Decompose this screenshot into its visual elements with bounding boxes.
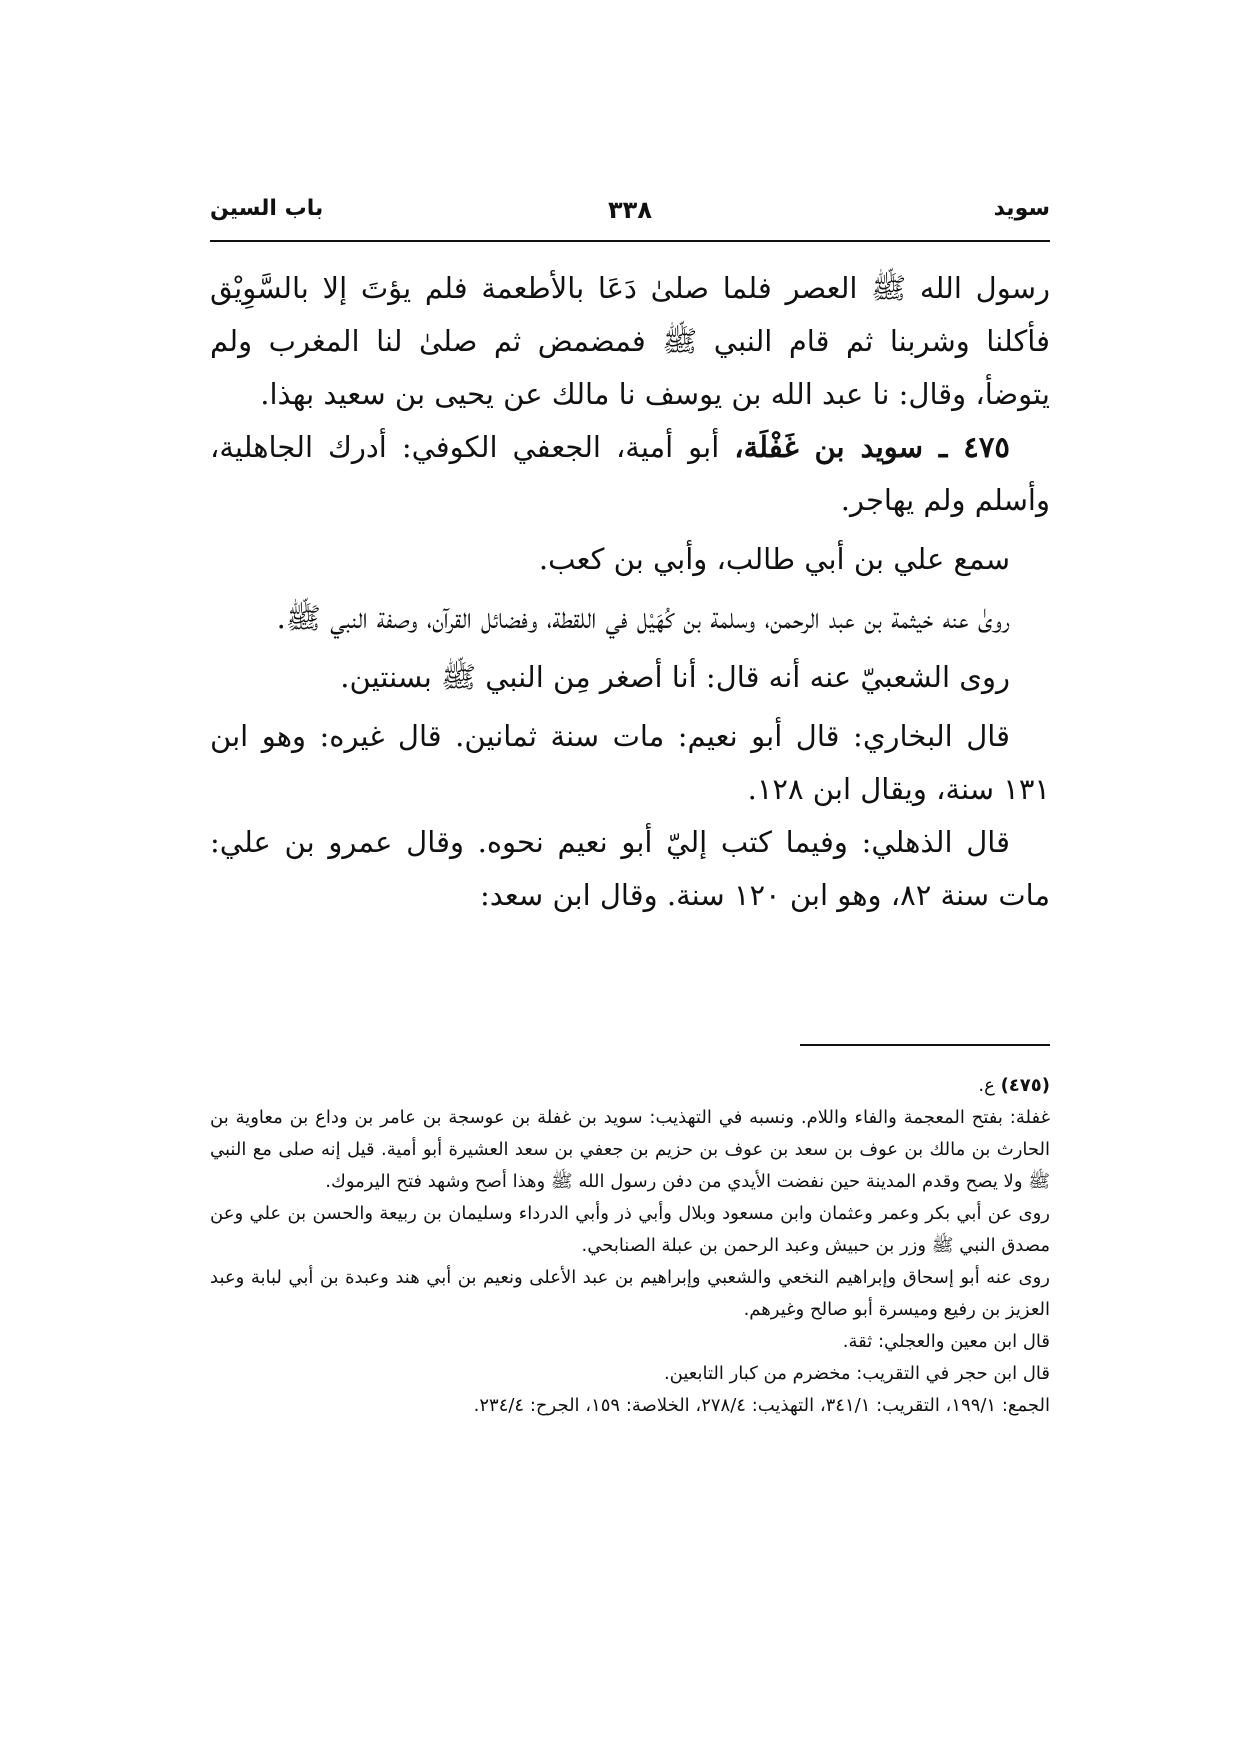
footnote-taqrib: قال ابن حجر في التقريب: مخضرم من كبار التابعين.: [663, 1363, 1050, 1384]
main-text: [210, 262, 1050, 922]
footnote-sources: الجمع: ١٩٩/١، التقريب: ٣٤١/١، التهذيب: ٢٧٨/٤، الخلاصة: ١٥٩، الجرح: ٢٣٤/٤.: [473, 1395, 1050, 1416]
header-entry-name: سويد: [993, 196, 1050, 221]
footnote-ref-code: ع.: [978, 1075, 1001, 1096]
footnote-grading: قال ابن معين والعجلي: ثقة.: [842, 1331, 1050, 1352]
footnote-ref-line: [210, 1070, 1050, 1102]
header-chapter-title: باب السين: [210, 196, 324, 221]
page-header: [210, 196, 1050, 236]
page-number: ٣٣٨: [608, 196, 652, 224]
paragraph-shabi: روى الشعبيّ عنه أنه قال: أنا أصغر مِن النبي ﷺ بسنتين.: [340, 660, 1010, 694]
entry-heading-rest: أبو أمية، الجعفي الكوفي: أدرك الجاهلية، وأسلم ولم يهاجر.: [210, 430, 1050, 517]
footnote-narrated-from: روى عن أبي بكر وعمر وعثمان وابن مسعود وبلال وأبي ذر وأبي الدرداء وسليمان بن ربيعة والحسن بن علي وعن مصدق النبي ﷺ وزر بن حبيش وعبد الرحمن بن عبلة الصنابحي.: [210, 1203, 1050, 1256]
paragraph-entry-475: [210, 421, 1050, 527]
paragraph-dhuhli: قال الذهلي: وفيما كتب إليّ أبو نعيم نحوه. وقال عمرو بن علي: مات سنة ٨٢، وهو ابن ١٢٠ سنة. وقال ابن سعد:: [210, 825, 1050, 912]
paragraph-narrated-by: روىٰ عنه خيثمة بن عبد الرحمن، وسلمة بن كُهَيْل في اللقطة، وفضائل القرآن، وصفة النبي ﷺ.: [276, 601, 1010, 635]
entry-heading: ٤٧٥ ـ سويد بن غَفْلَة،: [734, 430, 1010, 464]
footnote-ref: (٤٧٥): [1000, 1075, 1050, 1096]
footnote-narrated-by: روى عنه أبو إسحاق وإبراهيم النخعي والشعبي وإبراهيم بن عبد الأعلى ونعيم بن أبي هند وعبدة بن أبي لبابة وعبد العزيز بن رفيع وميسرة أبو صالح وغيرهم.: [210, 1267, 1050, 1320]
paragraph-bukhari: قال البخاري: قال أبو نعيم: مات سنة ثمانين. قال غيره: وهو ابن ١٣١ سنة، ويقال ابن ١٢٨.: [210, 719, 1050, 806]
footnotes: [210, 1070, 1050, 1422]
header-divider: [210, 240, 1050, 242]
paragraph-heard-from: سمع علي بن أبي طالب، وأبي بن كعب.: [538, 542, 1010, 576]
footnote-divider: [800, 1044, 1050, 1046]
footnote-lineage: غفلة: بفتح المعجمة والفاء واللام. ونسبه في التهذيب: سويد بن غفلة بن عوسجة بن عامر بن وداع بن معاوية بن الحارث بن مالك بن عوف بن سعد بن عوف بن حزيم بن جعفي بن سعد العشيرة أبو أمية. قيل إنه صلى مع النبي ﷺ ولا يصح وقدم المدينة حين نفضت الأيدي من دفن رسول الله ﷺ وهذا أصح وشهد فتح اليرموك.: [210, 1107, 1050, 1192]
paragraph-continuation: رسول الله ﷺ العصر فلما صلىٰ دَعَا بالأطعمة فلم يؤتَ إلا بالسَّوِيْق فأكلنا وشربنا ثم قام النبي ﷺ فمضمض ثم صلىٰ لنا المغرب ولم يتوضأ، وقال: نا عبد الله بن يوسف نا مالك عن يحيى بن سعيد بهذا.: [210, 271, 1050, 411]
